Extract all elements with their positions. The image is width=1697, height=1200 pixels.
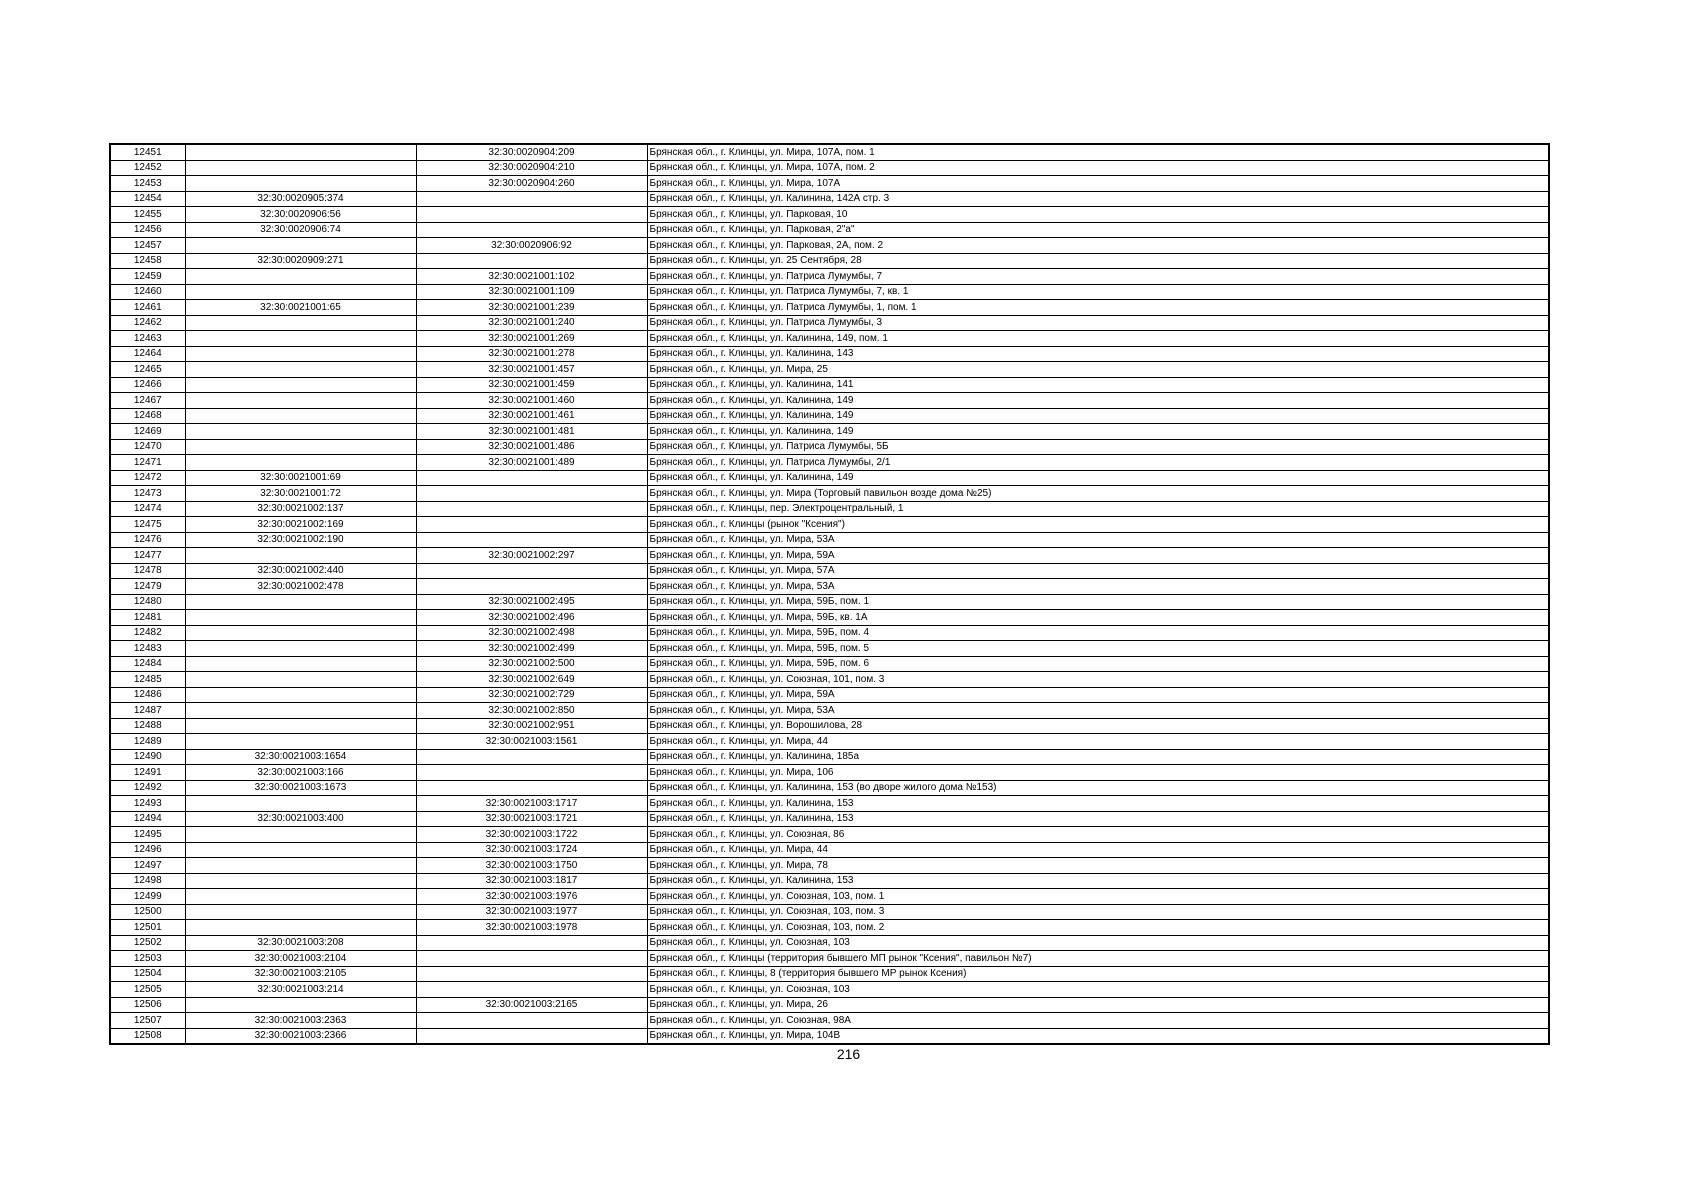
table-row (110, 656, 1549, 672)
land-cadastral-number-cell (185, 160, 416, 176)
building-cadastral-number-cell: 32:30:0020906:92 (416, 238, 647, 254)
building-cadastral-number-cell (416, 749, 647, 765)
table-row (110, 718, 1549, 734)
table-row (110, 176, 1549, 192)
address-cell: Брянская обл., г. Клинцы, ул. Союзная, 103, пом. 2 (647, 920, 1549, 936)
building-cadastral-number-cell (416, 765, 647, 781)
table-row (110, 920, 1549, 936)
row-number-cell: 12466 (110, 377, 185, 393)
row-number-cell: 12481 (110, 610, 185, 626)
land-cadastral-number-cell (185, 687, 416, 703)
table-row (110, 470, 1549, 486)
row-number-cell: 12452 (110, 160, 185, 176)
table-row (110, 687, 1549, 703)
building-cadastral-number-cell: 32:30:0021003:1750 (416, 858, 647, 874)
row-number-cell: 12464 (110, 346, 185, 362)
table-row (110, 253, 1549, 269)
address-cell: Брянская обл., г. Клинцы, ул. Мира, 53А (647, 579, 1549, 595)
table-row (110, 951, 1549, 967)
table-row (110, 858, 1549, 874)
address-cell: Брянская обл., г. Клинцы, ул. Мира, 107А (647, 176, 1549, 192)
table-row (110, 734, 1549, 750)
address-cell: Брянская обл., г. Клинцы, ул. Мира, 59Б, пом. 6 (647, 656, 1549, 672)
table-row (110, 749, 1549, 765)
address-cell: Брянская обл., г. Клинцы, ул. Калинина, 149 (647, 393, 1549, 409)
building-cadastral-number-cell: 32:30:0021002:495 (416, 594, 647, 610)
building-cadastral-number-cell: 32:30:0021001:109 (416, 284, 647, 300)
address-cell: Брянская обл., г. Клинцы, ул. Патриса Лумумбы, 7, кв. 1 (647, 284, 1549, 300)
address-cell: Брянская обл., г. Клинцы, ул. 25 Сентября, 28 (647, 253, 1549, 269)
table-row (110, 610, 1549, 626)
land-cadastral-number-cell (185, 656, 416, 672)
row-number-cell: 12508 (110, 1028, 185, 1044)
building-cadastral-number-cell: 32:30:0020904:260 (416, 176, 647, 192)
table-row (110, 439, 1549, 455)
address-cell: Брянская обл., г. Клинцы, ул. Калинина, 142А стр. 3 (647, 191, 1549, 207)
land-cadastral-number-cell: 32:30:0021003:400 (185, 811, 416, 827)
address-cell: Брянская обл., г. Клинцы, ул. Союзная, 103 (647, 935, 1549, 951)
address-cell: Брянская обл., г. Клинцы, ул. Мира, 57А (647, 563, 1549, 579)
table-row (110, 873, 1549, 889)
table-row (110, 269, 1549, 285)
row-number-cell: 12495 (110, 827, 185, 843)
land-cadastral-number-cell: 32:30:0021002:440 (185, 563, 416, 579)
address-cell: Брянская обл., г. Клинцы, ул. Калинина, 149 (647, 470, 1549, 486)
table-row (110, 408, 1549, 424)
table-row (110, 563, 1549, 579)
building-cadastral-number-cell: 32:30:0021002:649 (416, 672, 647, 688)
address-cell: Брянская обл., г. Клинцы, ул. Калинина, 149, пом. 1 (647, 331, 1549, 347)
row-number-cell: 12493 (110, 796, 185, 812)
row-number-cell: 12482 (110, 625, 185, 641)
building-cadastral-number-cell: 32:30:0021002:729 (416, 687, 647, 703)
address-cell: Брянская обл., г. Клинцы, ул. Патриса Лумумбы, 2/1 (647, 455, 1549, 471)
address-cell: Брянская обл., г. Клинцы, ул. Ворошилова, 28 (647, 718, 1549, 734)
address-cell: Брянская обл., г. Клинцы, ул. Патриса Лумумбы, 7 (647, 269, 1549, 285)
building-cadastral-number-cell (416, 470, 647, 486)
land-cadastral-number-cell: 32:30:0021002:137 (185, 501, 416, 517)
address-cell: Брянская обл., г. Клинцы, ул. Союзная, 98А (647, 1013, 1549, 1029)
land-cadastral-number-cell: 32:30:0021001:69 (185, 470, 416, 486)
building-cadastral-number-cell (416, 532, 647, 548)
row-number-cell: 12485 (110, 672, 185, 688)
table-row (110, 455, 1549, 471)
row-number-cell: 12468 (110, 408, 185, 424)
table-row (110, 796, 1549, 812)
building-cadastral-number-cell: 32:30:0021001:102 (416, 269, 647, 285)
building-cadastral-number-cell: 32:30:0021002:850 (416, 703, 647, 719)
building-cadastral-number-cell: 32:30:0021003:1717 (416, 796, 647, 812)
table-row (110, 827, 1549, 843)
land-cadastral-number-cell: 32:30:0021003:208 (185, 935, 416, 951)
land-cadastral-number-cell: 32:30:0021003:166 (185, 765, 416, 781)
row-number-cell: 12471 (110, 455, 185, 471)
row-number-cell: 12489 (110, 734, 185, 750)
address-cell: Брянская обл., г. Клинцы, ул. Мира, 107А, пом. 1 (647, 144, 1549, 160)
table-row (110, 966, 1549, 982)
building-cadastral-number-cell: 32:30:0021002:951 (416, 718, 647, 734)
land-cadastral-number-cell: 32:30:0021001:72 (185, 486, 416, 502)
land-cadastral-number-cell (185, 796, 416, 812)
row-number-cell: 12506 (110, 997, 185, 1013)
land-cadastral-number-cell: 32:30:0020909:271 (185, 253, 416, 269)
land-cadastral-number-cell: 32:30:0021003:1654 (185, 749, 416, 765)
row-number-cell: 12500 (110, 904, 185, 920)
address-cell: Брянская обл., г. Клинцы, 8 (территория бывшего МР рынок Ксения) (647, 966, 1549, 982)
table-row (110, 160, 1549, 176)
row-number-cell: 12490 (110, 749, 185, 765)
address-cell: Брянская обл., г. Клинцы, ул. Мира, 78 (647, 858, 1549, 874)
building-cadastral-number-cell (416, 501, 647, 517)
document-sheet (109, 143, 1548, 1045)
building-cadastral-number-cell (416, 253, 647, 269)
table-row (110, 625, 1549, 641)
address-cell: Брянская обл., г. Клинцы, ул. Союзная, 86 (647, 827, 1549, 843)
row-number-cell: 12507 (110, 1013, 185, 1029)
land-cadastral-number-cell (185, 269, 416, 285)
land-cadastral-number-cell (185, 377, 416, 393)
row-number-cell: 12454 (110, 191, 185, 207)
table-row (110, 501, 1549, 517)
table-row (110, 315, 1549, 331)
building-cadastral-number-cell: 32:30:0021002:498 (416, 625, 647, 641)
address-cell: Брянская обл., г. Клинцы, ул. Калинина, 153 (во дворе жилого дома №153) (647, 780, 1549, 796)
row-number-cell: 12459 (110, 269, 185, 285)
land-cadastral-number-cell: 32:30:0021003:1673 (185, 780, 416, 796)
building-cadastral-number-cell (416, 563, 647, 579)
table-row (110, 997, 1549, 1013)
building-cadastral-number-cell (416, 780, 647, 796)
building-cadastral-number-cell (416, 486, 647, 502)
row-number-cell: 12453 (110, 176, 185, 192)
land-cadastral-number-cell (185, 408, 416, 424)
land-cadastral-number-cell (185, 625, 416, 641)
address-cell: Брянская обл., г. Клинцы, ул. Мира, 53А (647, 532, 1549, 548)
land-cadastral-number-cell (185, 594, 416, 610)
address-cell: Брянская обл., г. Клинцы, ул. Союзная, 103 (647, 982, 1549, 998)
building-cadastral-number-cell: 32:30:0021001:486 (416, 439, 647, 455)
table-row (110, 904, 1549, 920)
land-cadastral-number-cell (185, 889, 416, 905)
row-number-cell: 12504 (110, 966, 185, 982)
row-number-cell: 12484 (110, 656, 185, 672)
row-number-cell: 12467 (110, 393, 185, 409)
table-row (110, 377, 1549, 393)
building-cadastral-number-cell (416, 966, 647, 982)
building-cadastral-number-cell (416, 517, 647, 533)
registry-table (109, 143, 1550, 1045)
table-row (110, 703, 1549, 719)
table-row (110, 517, 1549, 533)
building-cadastral-number-cell: 32:30:0021003:1978 (416, 920, 647, 936)
land-cadastral-number-cell (185, 904, 416, 920)
land-cadastral-number-cell (185, 610, 416, 626)
row-number-cell: 12480 (110, 594, 185, 610)
land-cadastral-number-cell: 32:30:0021001:65 (185, 300, 416, 316)
address-cell: Брянская обл., г. Клинцы, ул. Патриса Лумумбы, 5Б (647, 439, 1549, 455)
land-cadastral-number-cell (185, 331, 416, 347)
row-number-cell: 12478 (110, 563, 185, 579)
row-number-cell: 12499 (110, 889, 185, 905)
land-cadastral-number-cell (185, 144, 416, 160)
row-number-cell: 12492 (110, 780, 185, 796)
table-row (110, 579, 1549, 595)
building-cadastral-number-cell (416, 579, 647, 595)
table-row (110, 238, 1549, 254)
address-cell: Брянская обл., г. Клинцы, ул. Мира, 59Б, пом. 5 (647, 641, 1549, 657)
row-number-cell: 12477 (110, 548, 185, 564)
land-cadastral-number-cell (185, 641, 416, 657)
address-cell: Брянская обл., г. Клинцы, ул. Парковая, 2А, пом. 2 (647, 238, 1549, 254)
building-cadastral-number-cell: 32:30:0021003:1724 (416, 842, 647, 858)
land-cadastral-number-cell: 32:30:0020906:56 (185, 207, 416, 223)
address-cell: Брянская обл., г. Клинцы, ул. Калинина, 153 (647, 796, 1549, 812)
address-cell: Брянская обл., г. Клинцы, ул. Союзная, 103, пом. 1 (647, 889, 1549, 905)
table-row (110, 1013, 1549, 1029)
row-number-cell: 12472 (110, 470, 185, 486)
building-cadastral-number-cell: 32:30:0021001:457 (416, 362, 647, 378)
table-row (110, 780, 1549, 796)
address-cell: Брянская обл., г. Клинцы, ул. Патриса Лумумбы, 3 (647, 315, 1549, 331)
row-number-cell: 12451 (110, 144, 185, 160)
building-cadastral-number-cell: 32:30:0021002:499 (416, 641, 647, 657)
building-cadastral-number-cell: 32:30:0021001:489 (416, 455, 647, 471)
row-number-cell: 12465 (110, 362, 185, 378)
building-cadastral-number-cell: 32:30:0021001:459 (416, 377, 647, 393)
row-number-cell: 12505 (110, 982, 185, 998)
table-row (110, 222, 1549, 238)
building-cadastral-number-cell: 32:30:0020904:209 (416, 144, 647, 160)
row-number-cell: 12469 (110, 424, 185, 440)
table-row (110, 284, 1549, 300)
land-cadastral-number-cell (185, 284, 416, 300)
row-number-cell: 12501 (110, 920, 185, 936)
address-cell: Брянская обл., г. Клинцы, ул. Мира, 59А (647, 548, 1549, 564)
land-cadastral-number-cell (185, 672, 416, 688)
building-cadastral-number-cell: 32:30:0021003:1817 (416, 873, 647, 889)
row-number-cell: 12487 (110, 703, 185, 719)
building-cadastral-number-cell (416, 207, 647, 223)
row-number-cell: 12486 (110, 687, 185, 703)
address-cell: Брянская обл., г. Клинцы, ул. Калинина, 153 (647, 873, 1549, 889)
address-cell: Брянская обл., г. Клинцы (рынок "Ксения") (647, 517, 1549, 533)
address-cell: Брянская обл., г. Клинцы, ул. Мира, 25 (647, 362, 1549, 378)
address-cell: Брянская обл., г. Клинцы, ул. Мира, 59А (647, 687, 1549, 703)
table-row (110, 144, 1549, 160)
table-row (110, 207, 1549, 223)
row-number-cell: 12458 (110, 253, 185, 269)
land-cadastral-number-cell (185, 393, 416, 409)
building-cadastral-number-cell: 32:30:0021003:1722 (416, 827, 647, 843)
land-cadastral-number-cell (185, 176, 416, 192)
address-cell: Брянская обл., г. Клинцы, ул. Мира, 104В (647, 1028, 1549, 1044)
row-number-cell: 12502 (110, 935, 185, 951)
building-cadastral-number-cell (416, 982, 647, 998)
building-cadastral-number-cell: 32:30:0021001:239 (416, 300, 647, 316)
table-row (110, 486, 1549, 502)
table-row (110, 935, 1549, 951)
building-cadastral-number-cell: 32:30:0021002:500 (416, 656, 647, 672)
land-cadastral-number-cell (185, 439, 416, 455)
table-row (110, 532, 1549, 548)
land-cadastral-number-cell (185, 718, 416, 734)
land-cadastral-number-cell (185, 238, 416, 254)
address-cell: Брянская обл., г. Клинцы, ул. Калинина, 143 (647, 346, 1549, 362)
land-cadastral-number-cell: 32:30:0021003:2104 (185, 951, 416, 967)
row-number-cell: 12462 (110, 315, 185, 331)
row-number-cell: 12470 (110, 439, 185, 455)
address-cell: Брянская обл., г. Клинцы, пер. Электроцентральный, 1 (647, 501, 1549, 517)
land-cadastral-number-cell (185, 827, 416, 843)
building-cadastral-number-cell (416, 191, 647, 207)
address-cell: Брянская обл., г. Клинцы, ул. Мира, 44 (647, 734, 1549, 750)
row-number-cell: 12455 (110, 207, 185, 223)
address-cell: Брянская обл., г. Клинцы, ул. Мира, 107А, пом. 2 (647, 160, 1549, 176)
building-cadastral-number-cell: 32:30:0020904:210 (416, 160, 647, 176)
land-cadastral-number-cell: 32:30:0021002:190 (185, 532, 416, 548)
address-cell: Брянская обл., г. Клинцы, ул. Мира, 44 (647, 842, 1549, 858)
table-row (110, 424, 1549, 440)
row-number-cell: 12479 (110, 579, 185, 595)
building-cadastral-number-cell (416, 1028, 647, 1044)
table-row (110, 594, 1549, 610)
address-cell: Брянская обл., г. Клинцы, ул. Мира (Торговый павильон возде дома №25) (647, 486, 1549, 502)
address-cell: Брянская обл., г. Клинцы, ул. Парковая, 10 (647, 207, 1549, 223)
land-cadastral-number-cell (185, 997, 416, 1013)
table-row (110, 362, 1549, 378)
address-cell: Брянская обл., г. Клинцы, ул. Калинина, 153 (647, 811, 1549, 827)
row-number-cell: 12494 (110, 811, 185, 827)
table-row (110, 982, 1549, 998)
address-cell: Брянская обл., г. Клинцы, ул. Союзная, 103, пом. 3 (647, 904, 1549, 920)
row-number-cell: 12475 (110, 517, 185, 533)
building-cadastral-number-cell (416, 222, 647, 238)
address-cell: Брянская обл., г. Клинцы, ул. Мира, 59Б, пом. 1 (647, 594, 1549, 610)
address-cell: Брянская обл., г. Клинцы, ул. Калинина, 149 (647, 424, 1549, 440)
land-cadastral-number-cell (185, 548, 416, 564)
land-cadastral-number-cell (185, 734, 416, 750)
land-cadastral-number-cell (185, 315, 416, 331)
table-row (110, 346, 1549, 362)
land-cadastral-number-cell (185, 346, 416, 362)
building-cadastral-number-cell: 32:30:0021001:481 (416, 424, 647, 440)
building-cadastral-number-cell (416, 951, 647, 967)
table-row (110, 393, 1549, 409)
land-cadastral-number-cell (185, 920, 416, 936)
land-cadastral-number-cell (185, 842, 416, 858)
row-number-cell: 12483 (110, 641, 185, 657)
land-cadastral-number-cell: 32:30:0021002:478 (185, 579, 416, 595)
address-cell: Брянская обл., г. Клинцы (территория бывшего МП рынок "Ксения", павильон №7) (647, 951, 1549, 967)
row-number-cell: 12503 (110, 951, 185, 967)
registry-table-body (110, 144, 1549, 1044)
row-number-cell: 12456 (110, 222, 185, 238)
building-cadastral-number-cell: 32:30:0021001:461 (416, 408, 647, 424)
land-cadastral-number-cell: 32:30:0021003:2105 (185, 966, 416, 982)
land-cadastral-number-cell: 32:30:0020905:374 (185, 191, 416, 207)
building-cadastral-number-cell: 32:30:0021001:460 (416, 393, 647, 409)
table-row (110, 1028, 1549, 1044)
address-cell: Брянская обл., г. Клинцы, ул. Парковая, 2"а" (647, 222, 1549, 238)
table-row (110, 672, 1549, 688)
address-cell: Брянская обл., г. Клинцы, ул. Мира, 26 (647, 997, 1549, 1013)
page-number: 216 (836, 1046, 861, 1062)
building-cadastral-number-cell: 32:30:0021001:269 (416, 331, 647, 347)
address-cell: Брянская обл., г. Клинцы, ул. Калинина, 149 (647, 408, 1549, 424)
building-cadastral-number-cell: 32:30:0021003:2165 (416, 997, 647, 1013)
address-cell: Брянская обл., г. Клинцы, ул. Патриса Лумумбы, 1, пом. 1 (647, 300, 1549, 316)
row-number-cell: 12488 (110, 718, 185, 734)
table-row (110, 191, 1549, 207)
table-row (110, 548, 1549, 564)
building-cadastral-number-cell: 32:30:0021001:240 (416, 315, 647, 331)
address-cell: Брянская обл., г. Клинцы, ул. Мира, 59Б, пом. 4 (647, 625, 1549, 641)
table-row (110, 889, 1549, 905)
building-cadastral-number-cell (416, 935, 647, 951)
land-cadastral-number-cell (185, 424, 416, 440)
address-cell: Брянская обл., г. Клинцы, ул. Калинина, 185а (647, 749, 1549, 765)
building-cadastral-number-cell: 32:30:0021003:1976 (416, 889, 647, 905)
land-cadastral-number-cell: 32:30:0021003:2363 (185, 1013, 416, 1029)
address-cell: Брянская обл., г. Клинцы, ул. Мира, 106 (647, 765, 1549, 781)
table-row (110, 765, 1549, 781)
table-row (110, 811, 1549, 827)
table-row (110, 300, 1549, 316)
address-cell: Брянская обл., г. Клинцы, ул. Мира, 59Б, кв. 1А (647, 610, 1549, 626)
land-cadastral-number-cell (185, 703, 416, 719)
land-cadastral-number-cell: 32:30:0021003:2366 (185, 1028, 416, 1044)
land-cadastral-number-cell (185, 858, 416, 874)
building-cadastral-number-cell: 32:30:0021003:1721 (416, 811, 647, 827)
address-cell: Брянская обл., г. Клинцы, ул. Мира, 53А (647, 703, 1549, 719)
address-cell: Брянская обл., г. Клинцы, ул. Калинина, 141 (647, 377, 1549, 393)
row-number-cell: 12474 (110, 501, 185, 517)
row-number-cell: 12457 (110, 238, 185, 254)
land-cadastral-number-cell: 32:30:0020906:74 (185, 222, 416, 238)
row-number-cell: 12491 (110, 765, 185, 781)
address-cell: Брянская обл., г. Клинцы, ул. Союзная, 101, пом. 3 (647, 672, 1549, 688)
land-cadastral-number-cell: 32:30:0021002:169 (185, 517, 416, 533)
row-number-cell: 12476 (110, 532, 185, 548)
building-cadastral-number-cell: 32:30:0021003:1977 (416, 904, 647, 920)
land-cadastral-number-cell: 32:30:0021003:214 (185, 982, 416, 998)
row-number-cell: 12496 (110, 842, 185, 858)
row-number-cell: 12473 (110, 486, 185, 502)
building-cadastral-number-cell: 32:30:0021002:297 (416, 548, 647, 564)
land-cadastral-number-cell (185, 362, 416, 378)
land-cadastral-number-cell (185, 873, 416, 889)
row-number-cell: 12463 (110, 331, 185, 347)
building-cadastral-number-cell (416, 1013, 647, 1029)
building-cadastral-number-cell: 32:30:0021002:496 (416, 610, 647, 626)
building-cadastral-number-cell: 32:30:0021003:1561 (416, 734, 647, 750)
building-cadastral-number-cell: 32:30:0021001:278 (416, 346, 647, 362)
table-row (110, 641, 1549, 657)
row-number-cell: 12497 (110, 858, 185, 874)
row-number-cell: 12460 (110, 284, 185, 300)
row-number-cell: 12461 (110, 300, 185, 316)
table-row (110, 842, 1549, 858)
table-row (110, 331, 1549, 347)
row-number-cell: 12498 (110, 873, 185, 889)
land-cadastral-number-cell (185, 455, 416, 471)
